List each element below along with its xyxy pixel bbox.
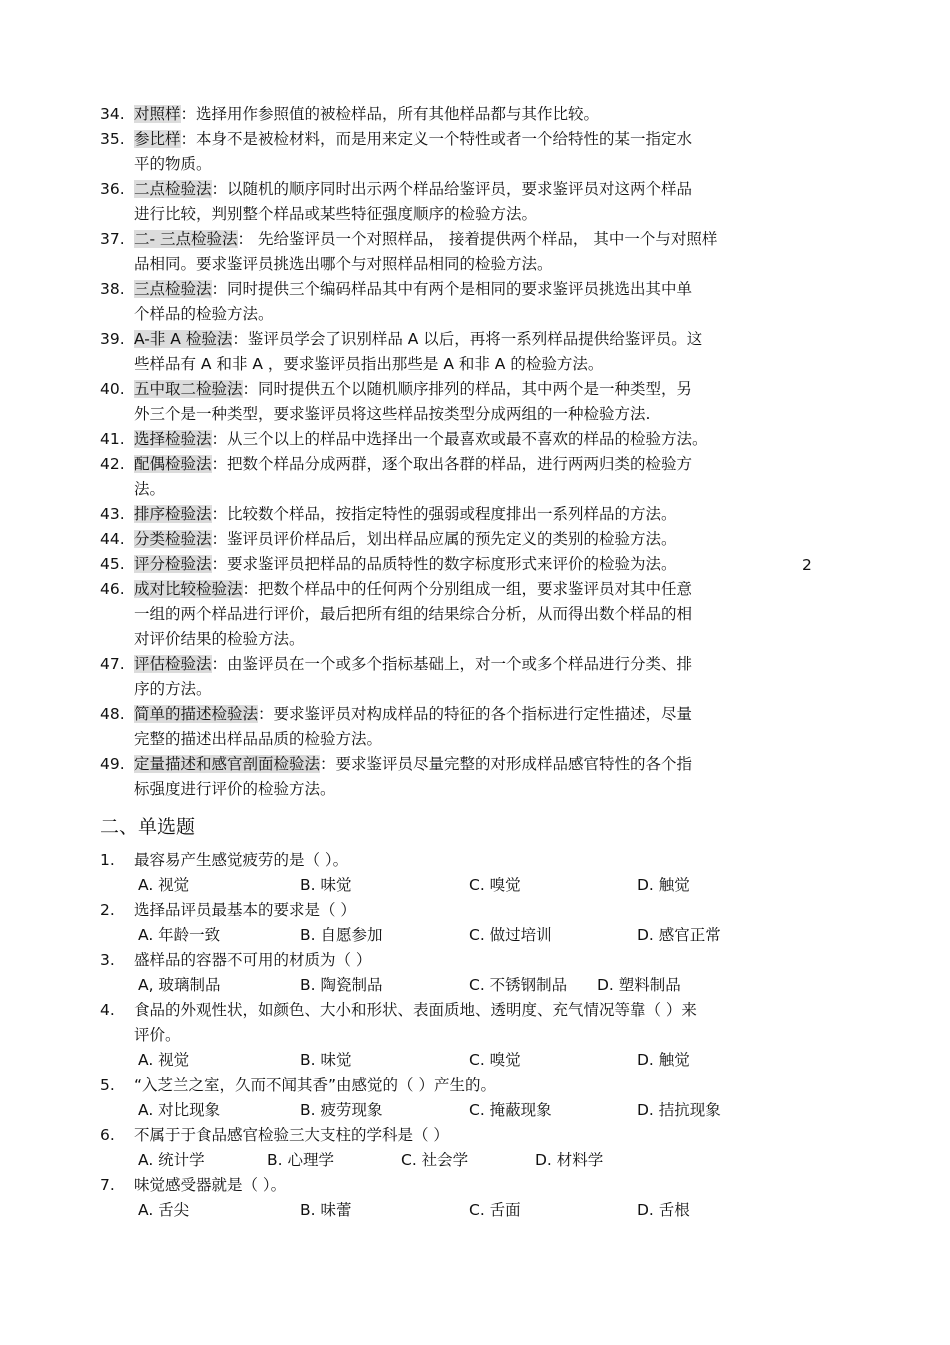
definition-line [134,277,820,302]
definition-body [134,327,820,377]
question-number: 7. [100,1176,115,1194]
definition-text: 标强度进行评价的检验方法。 [134,780,336,798]
definition-text: 平的物质。 [134,155,212,173]
definition-number: 42. [100,455,125,473]
definition-list [100,102,820,802]
definition-item [100,227,820,277]
definition-line [134,127,820,152]
question-number: 1. [100,851,115,869]
definition-number: 38. [100,280,125,298]
definition-body [134,377,820,427]
question-item [100,948,840,973]
definition-line [134,327,820,352]
definition-text: 对评价结果的检验方法。 [134,630,305,648]
definition-body [134,277,820,327]
definition-text: 序的方法。 [134,680,212,698]
definition-line [134,777,820,802]
definition-line [134,352,820,377]
definition-text: ：选择用作参照值的被检样品，所有其他样品都与其作比较。 [180,105,600,123]
question-option: D. 舌根 [637,1201,690,1219]
definition-line [134,102,820,127]
question-item [100,1173,840,1198]
definition-line [134,402,820,427]
definition-text: 法。 [134,480,166,498]
question-stem-line: 盛样品的容器不可用的材质为（ ） [134,951,372,969]
definition-line [134,677,820,702]
question-stem-line: 不属于于食品感官检验三大支柱的学科是（ ） [134,1126,449,1144]
definition-item [100,427,820,452]
definition-number: 36. [100,180,125,198]
definition-item [100,577,820,652]
definition-text: ：同时提供三个编码样品其中有两个是相同的要求鉴评员挑选出其中单 [211,280,693,298]
question-option: C. 掩蔽现象 [469,1101,552,1119]
definition-number: 43. [100,505,125,523]
definition-term: 二- 三点检验法 [134,230,238,248]
definition-item [100,327,820,377]
definition-number: 46. [100,580,125,598]
question-option: A. 舌尖 [138,1201,190,1219]
definition-text: ：把数个样品分成两群，逐个取出各群的样品，进行两两归类的检验方 [211,455,693,473]
definition-item [100,527,820,552]
definition-term: 三点检验法 [134,280,212,298]
definition-body [134,127,820,177]
question-item [100,1073,840,1098]
definition-line [134,377,820,402]
question-options [100,1148,840,1173]
definition-line [134,302,820,327]
question-option: D. 材料学 [535,1151,604,1169]
question-option: D. 塑料制品 [597,976,681,994]
definition-text: 进行比较，判别整个样品或某些特征强度顺序的检验方法。 [134,205,538,223]
definition-number: 41. [100,430,125,448]
question-options [100,973,840,998]
definition-text: ：由鉴评员在一个或多个指标基础上，对一个或多个样品进行分类、排 [211,655,693,673]
definition-term: 选择检验法 [134,430,212,448]
definition-line [134,652,820,677]
question-option: C. 做过培训 [469,926,552,944]
definition-term: 二点检验法 [134,180,212,198]
definition-line [134,702,820,727]
definition-term: 五中取二检验法 [134,380,243,398]
definition-body [134,577,820,652]
definition-item [100,752,820,802]
definition-item [100,552,820,577]
definition-line [134,577,820,602]
question-stem [134,1123,840,1148]
question-number: 5. [100,1076,115,1094]
question-stem [134,998,840,1048]
definition-line [134,752,820,777]
definition-body [134,652,820,702]
definition-line [134,427,820,452]
definition-body [134,552,820,577]
question-option: D. 触觉 [637,1051,690,1069]
definition-text: 一组的两个样品进行评价，最后把所有组的结果综合分析，从而得出数个样品的相 [134,605,693,623]
definition-term: 评估检验法 [134,655,212,673]
question-stem-line: 最容易产生感觉疲劳的是（ ）。 [134,851,349,869]
definition-term: 配偶检验法 [134,455,212,473]
definition-text: ：要求鉴评员尽量完整的对形成样品感官特性的各个指 [320,755,693,773]
definition-text: 完整的描述出样品品质的检验方法。 [134,730,383,748]
definition-text: ：要求鉴评员把样品的品质特性的数字标度形式来评价的检验为法。 [211,555,677,573]
definition-body [134,527,820,552]
definition-number: 35. [100,130,125,148]
definition-line [134,552,820,577]
definition-line [134,452,820,477]
question-option: D. 感官正常 [637,926,721,944]
question-option: A, 玻璃制品 [138,976,221,994]
definition-number: 48. [100,705,125,723]
definition-text: ：鉴评员评价样品后，划出样品应属的预先定义的类别的检验方法。 [211,530,677,548]
question-number: 4. [100,1001,115,1019]
question-number: 3. [100,951,115,969]
definition-number: 40. [100,380,125,398]
definition-item [100,177,820,227]
question-stem [134,898,840,923]
definition-text: ：以随机的顺序同时出示两个样品给鉴评员，要求鉴评员对这两个样品 [211,180,693,198]
section-title: 二、单选题 [100,816,196,838]
question-options [100,1048,840,1073]
definition-item [100,127,820,177]
question-option: A. 统计学 [138,1151,205,1169]
definition-body [134,702,820,752]
question-option: C. 嗅觉 [469,876,521,894]
definition-text: 品相同。要求鉴评员挑选出哪个与对照样品相同的检验方法。 [134,255,553,273]
question-options [100,923,840,948]
question-stem-line: 食品的外观性状，如颜色、大小和形状、表面质地、透明度、充气情况等靠（ ）来 [134,1001,697,1019]
definition-line [134,477,820,502]
definition-term: 评分检验法 [134,555,212,573]
question-options [100,873,840,898]
question-item [100,848,840,873]
question-stem [134,948,840,973]
definition-item [100,652,820,702]
definition-body [134,452,820,502]
definition-term: 分类检验法 [134,530,212,548]
question-options [100,1098,840,1123]
definition-body [134,177,820,227]
definition-text: ：本身不是被检材料，而是用来定义一个特性或者一个给特性的某一指定水 [180,130,693,148]
question-option: C. 不锈钢制品 [469,976,568,994]
definition-line [134,177,820,202]
question-stem-line: “入芝兰之室，久而不闻其香”由感觉的（ ）产生的。 [134,1076,496,1094]
question-option: D. 触觉 [637,876,690,894]
definition-term: A-非 A 检验法 [134,330,233,348]
question-option: B. 心理学 [267,1151,334,1169]
definition-text: ：把数个样品中的任何两个分别组成一组，要求鉴评员对其中任意 [242,580,693,598]
definition-term: 定量描述和感官剖面检验法 [134,755,321,773]
definition-line [134,727,820,752]
definition-text: ： 先给鉴评员一个对照样品， 接着提供两个样品， 其中一个与对照样 [237,230,718,248]
question-option: C. 社会学 [401,1151,469,1169]
question-option: A. 视觉 [138,876,190,894]
definition-text: 个样品的检验方法。 [134,305,274,323]
question-option: A. 对比现象 [138,1101,221,1119]
question-option: B. 味觉 [300,876,352,894]
question-option: C. 舌面 [469,1201,521,1219]
definition-line [134,502,820,527]
definition-body [134,427,820,452]
definition-number: 37. [100,230,125,248]
definition-term: 对照样 [134,105,181,123]
question-options [100,1198,840,1223]
question-option: B. 味觉 [300,1051,352,1069]
question-option: B. 味蕾 [300,1201,352,1219]
definition-body [134,102,820,127]
definition-body [134,502,820,527]
definition-line [134,252,820,277]
definition-text: 些样品有 A 和非 A ，要求鉴评员指出那些是 A 和非 A 的检验方法。 [134,355,604,373]
question-item [100,998,840,1048]
definition-line [134,627,820,652]
definition-item [100,452,820,502]
question-option: A. 年龄一致 [138,926,221,944]
question-item [100,898,840,923]
definition-item [100,502,820,527]
definition-number: 34. [100,105,125,123]
question-option: D. 拮抗现象 [637,1101,721,1119]
question-stem-line: 选择品评员最基本的要求是（ ） [134,901,356,919]
definition-item [100,377,820,427]
definition-text: ：要求鉴评员对构成样品的特征的各个指标进行定性描述，尽量 [258,705,693,723]
definition-line [134,602,820,627]
definition-body [134,227,820,277]
definition-item [100,277,820,327]
definition-number: 45. [100,555,125,573]
question-list [100,848,840,1223]
question-item [100,1123,840,1148]
definition-text: 外三个是一种类型，要求鉴评员将这些样品按类型分成两组的一种检验方法. [134,405,651,423]
question-stem-line: 评价。 [134,1026,181,1044]
question-option: B. 陶瓷制品 [300,976,383,994]
question-stem [134,848,840,873]
definition-term: 排序检验法 [134,505,212,523]
definition-number: 49. [100,755,125,773]
question-option: A. 视觉 [138,1051,190,1069]
definition-text: ：鉴评员学会了识别样品 A 以后，再将一系列样品提供给鉴评员。这 [232,330,703,348]
definition-number: 44. [100,530,125,548]
question-stem [134,1073,840,1098]
definition-line [134,227,820,252]
definition-term: 简单的描述检验法 [134,705,259,723]
question-option: B. 自愿参加 [300,926,383,944]
page-number: 2 [802,556,812,574]
definition-term: 参比样 [134,130,181,148]
question-option: C. 嗅觉 [469,1051,521,1069]
definition-text: ：比较数个样品，按指定特性的强弱或程度排出一系列样品的方法。 [211,505,677,523]
definition-item [100,102,820,127]
definition-line [134,527,820,552]
question-option: B. 疲劳现象 [300,1101,383,1119]
definition-line [134,202,820,227]
definition-body [134,752,820,802]
definition-number: 47. [100,655,125,673]
definition-text: ：同时提供五个以随机顺序排列的样品，其中两个是一种类型，另 [242,380,693,398]
question-number: 2. [100,901,115,919]
definition-line [134,152,820,177]
question-stem-line: 味觉感受器就是（ ）。 [134,1176,287,1194]
definition-term: 成对比较检验法 [134,580,243,598]
definition-item [100,702,820,752]
definition-text: ：从三个以上的样品中选择出一个最喜欢或最不喜欢的样品的检验方法。 [211,430,708,448]
definition-number: 39. [100,330,125,348]
question-stem [134,1173,840,1198]
question-number: 6. [100,1126,115,1144]
